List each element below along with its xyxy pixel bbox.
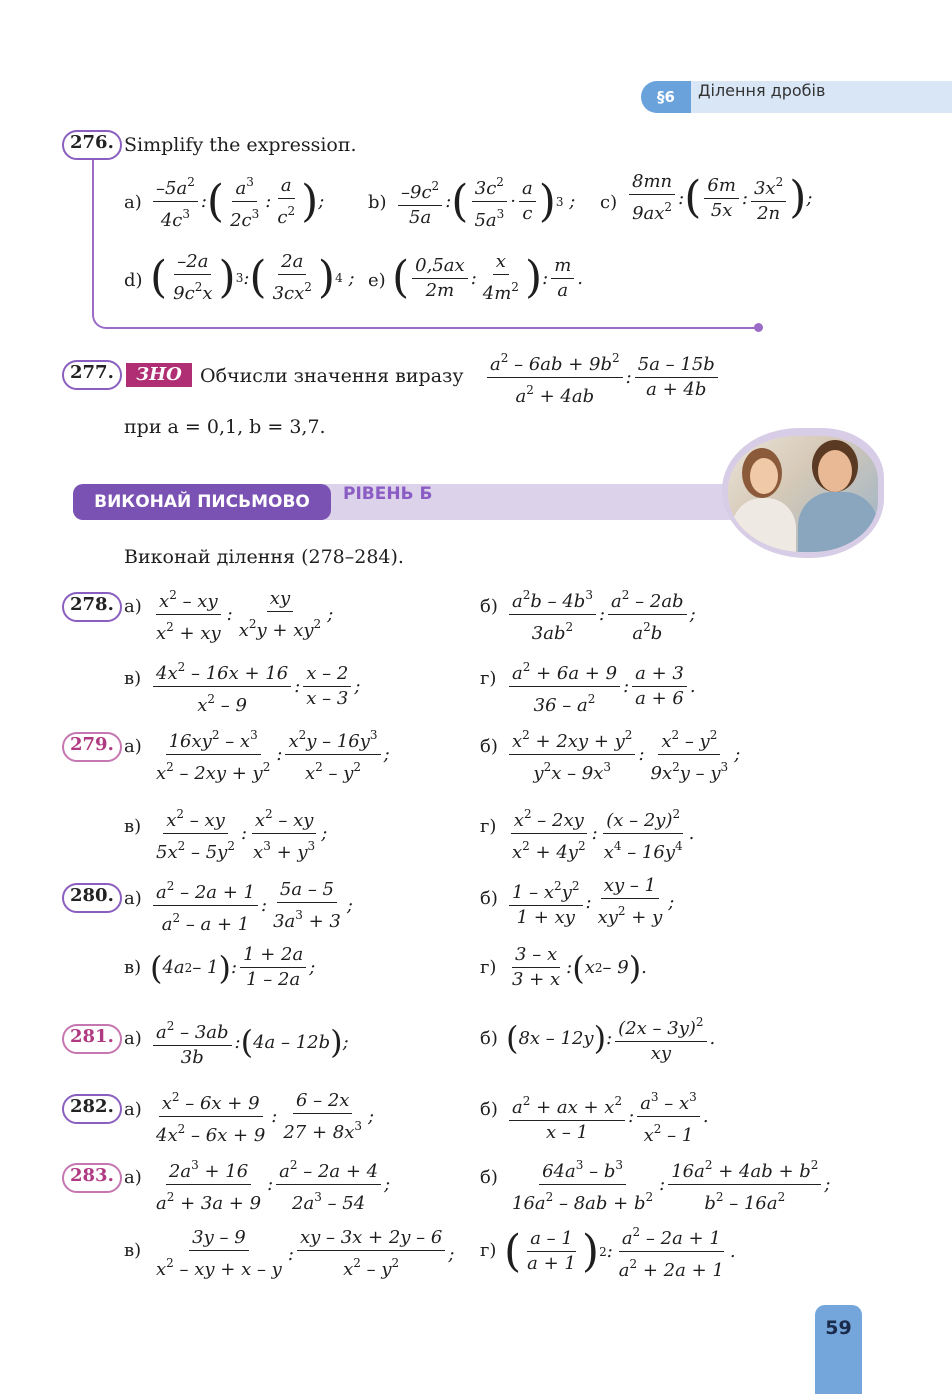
expr-281a: $a^2 - 3ab$ 3b : ( 4a – 12b ) ;: [150, 1014, 349, 1070]
expr-278v: $4x^2 - 16x + 16$ $x^2 - 9$ : x – 2 x – 3 ;: [150, 655, 360, 718]
label-a: a): [124, 192, 142, 213]
label-b: б): [480, 736, 498, 757]
label-g: г): [480, 668, 497, 689]
expr-283v: 3y – 9 $x^2$ – xy + x – y : xy – 3x + 2y – 6 $x^2 - y^2$ ;: [156, 1227, 455, 1280]
label-b: б): [480, 596, 498, 617]
label-g: г): [480, 816, 497, 837]
label-v: в): [124, 668, 142, 689]
section-banner: [73, 484, 753, 520]
expr-280b: $1 - x^2y^2$ 1 + xy : xy – 1 $xy^2 + y$ ;: [506, 874, 674, 930]
label-v: в): [124, 1240, 142, 1261]
expr-282b: $a^2$ + ax + $x^2$ x – 1 : $a^3 - x^3$ $x^2 - 1$ .: [506, 1085, 709, 1148]
expr-276d: ( –2a $9c^2x$ ) 3 : ( 2a $3cx^2$ ) 4 ;: [150, 251, 355, 304]
expr-283a: $2a^3 + 16$ $a^2 + 3a + 9$ : $a^2 - 2a + 4$ $2a^3 - 54$ ;: [150, 1153, 390, 1216]
expr-279a: $16xy^2 - x^3$ $x^2 - 2xy + y^2$ : $x^2y - 16y^3$ $x^2 - y^2$ ;: [150, 723, 390, 786]
problem-279-number: 279.: [62, 732, 122, 762]
problem-282-number: 282.: [62, 1094, 122, 1124]
section-title: Ділення дробів: [698, 81, 826, 100]
expr-282a: $x^2 - 6x + 9$ $4x^2 - 6x + 9$ : 6 – 2x $27 + 8x^3$ ;: [150, 1085, 374, 1148]
label-a: а): [124, 1167, 142, 1188]
banner-level: РІВЕНЬ Б: [343, 484, 433, 504]
label-a: а): [124, 888, 142, 909]
expr-276b: $-9c^2$ 5a : ( $3c^2$ $5a^3$ · a c ) 3 ;: [395, 170, 575, 233]
label-b: б): [480, 888, 498, 909]
expr-278g: $a^2 + 6a + 9$ $36 - a^2$ : a + 3 a + 6 .: [506, 655, 696, 718]
expr-277: $a^2 - 6ab + 9b^2$ $a^2 + 4ab$ : 5a – 15b a + 4b: [484, 346, 721, 409]
label-a: а): [124, 596, 142, 617]
expr-279v: $x^2$ – xy $5x^2 - 5y^2$ : $x^2$ – xy $x^3 + y^3$ ;: [150, 802, 327, 865]
banner-title: ВИКОНАЙ ПИСЬМОВО: [73, 484, 331, 520]
expr-279g: $x^2 - 2xy$ $x^2 + 4y^2$ : (x – 2y)$^2$ $x^4 - 16y^4$ .: [506, 802, 694, 865]
problem-280-number: 280.: [62, 883, 122, 913]
expr-283b: $64a^3 - b^3$ $16a^2 - 8ab + b^2$ : $16a^2 + 4ab + b^2$ $b^2 - 16a^2$ ;: [506, 1153, 830, 1216]
page-number: 59: [815, 1305, 862, 1394]
expr-276e: ( 0,5ax 2m : x $4m^2$ ) : m a .: [392, 251, 583, 304]
exercise-intro: Виконай ділення (278–284).: [124, 546, 404, 568]
expr-276a: $-5a^2$ $4c^3$ : ( $a^3$ $2c^3$ : a $c^2$ ) ;: [150, 170, 324, 233]
label-b: б): [480, 1099, 498, 1120]
label-a: а): [124, 736, 142, 757]
frame-dot: [754, 323, 763, 332]
expr-278a: $x^2$ – xy $x^2$ + xy : xy $x^2y + xy^2$ ;: [150, 583, 333, 646]
problem-277-condition: при a = 0,1, b = 3,7.: [124, 416, 326, 438]
problem-278-number: 278.: [62, 592, 122, 622]
expr-279b: $x^2 + 2xy + y^2$ $y^2x - 9x^3$ : $x^2 - y^2$ $9x^2y - y^3$ ;: [506, 723, 740, 786]
problem-276-number: 276.: [62, 130, 122, 160]
expr-281b: ( 8x – 12y ) : (2x – 3y)$^2$ xy .: [506, 1010, 715, 1066]
label-e: e): [368, 270, 386, 291]
label-a: а): [124, 1028, 142, 1049]
expr-283g: ( a – 1 a + 1 ) 2 : $a^2 - 2a + 1$ $a^2 + 2a + 1$ .: [504, 1220, 736, 1283]
problem-277-number: 277.: [62, 360, 122, 390]
problem-277-text: Обчисли значення виразу: [200, 365, 464, 387]
label-a: а): [124, 1099, 142, 1120]
label-v: в): [124, 816, 142, 837]
problem-281-number: 281.: [62, 1024, 122, 1054]
students-photo: [728, 436, 878, 552]
label-b: б): [480, 1167, 498, 1188]
label-c: c): [600, 192, 618, 213]
expr-280v: ( 4a 2 – 1 ) : 1 + 2a 1 – 2a ;: [150, 944, 316, 990]
problem-276-text: Simplify the expressioп.: [124, 134, 357, 156]
expr-276c: 8mn $9ax^2$ : ( 6m 5x : $3x^2$ 2n ) ;: [626, 170, 812, 226]
label-b: b): [368, 192, 387, 213]
section-number: §6: [641, 81, 691, 113]
label-d: d): [124, 270, 143, 291]
zno-badge: ЗНО: [126, 363, 192, 387]
expr-280a: $a^2 - 2a + 1$ $a^2 - a + 1$ : 5a – 5 $3a^3 + 3$ ;: [150, 874, 353, 937]
problem-283-number: 283.: [62, 1163, 122, 1193]
section-header: [641, 81, 952, 113]
expr-280g: 3 – x 3 + x : ( x 2 – 9 ) .: [512, 944, 647, 990]
label-b: б): [480, 1028, 498, 1049]
label-v: в): [124, 957, 142, 978]
expr-278b: $a^2b - 4b^3$ $3ab^2$ : $a^2 - 2ab$ $a^2b$ ;: [506, 583, 696, 646]
label-g: г): [480, 1240, 497, 1261]
label-g: г): [480, 957, 497, 978]
